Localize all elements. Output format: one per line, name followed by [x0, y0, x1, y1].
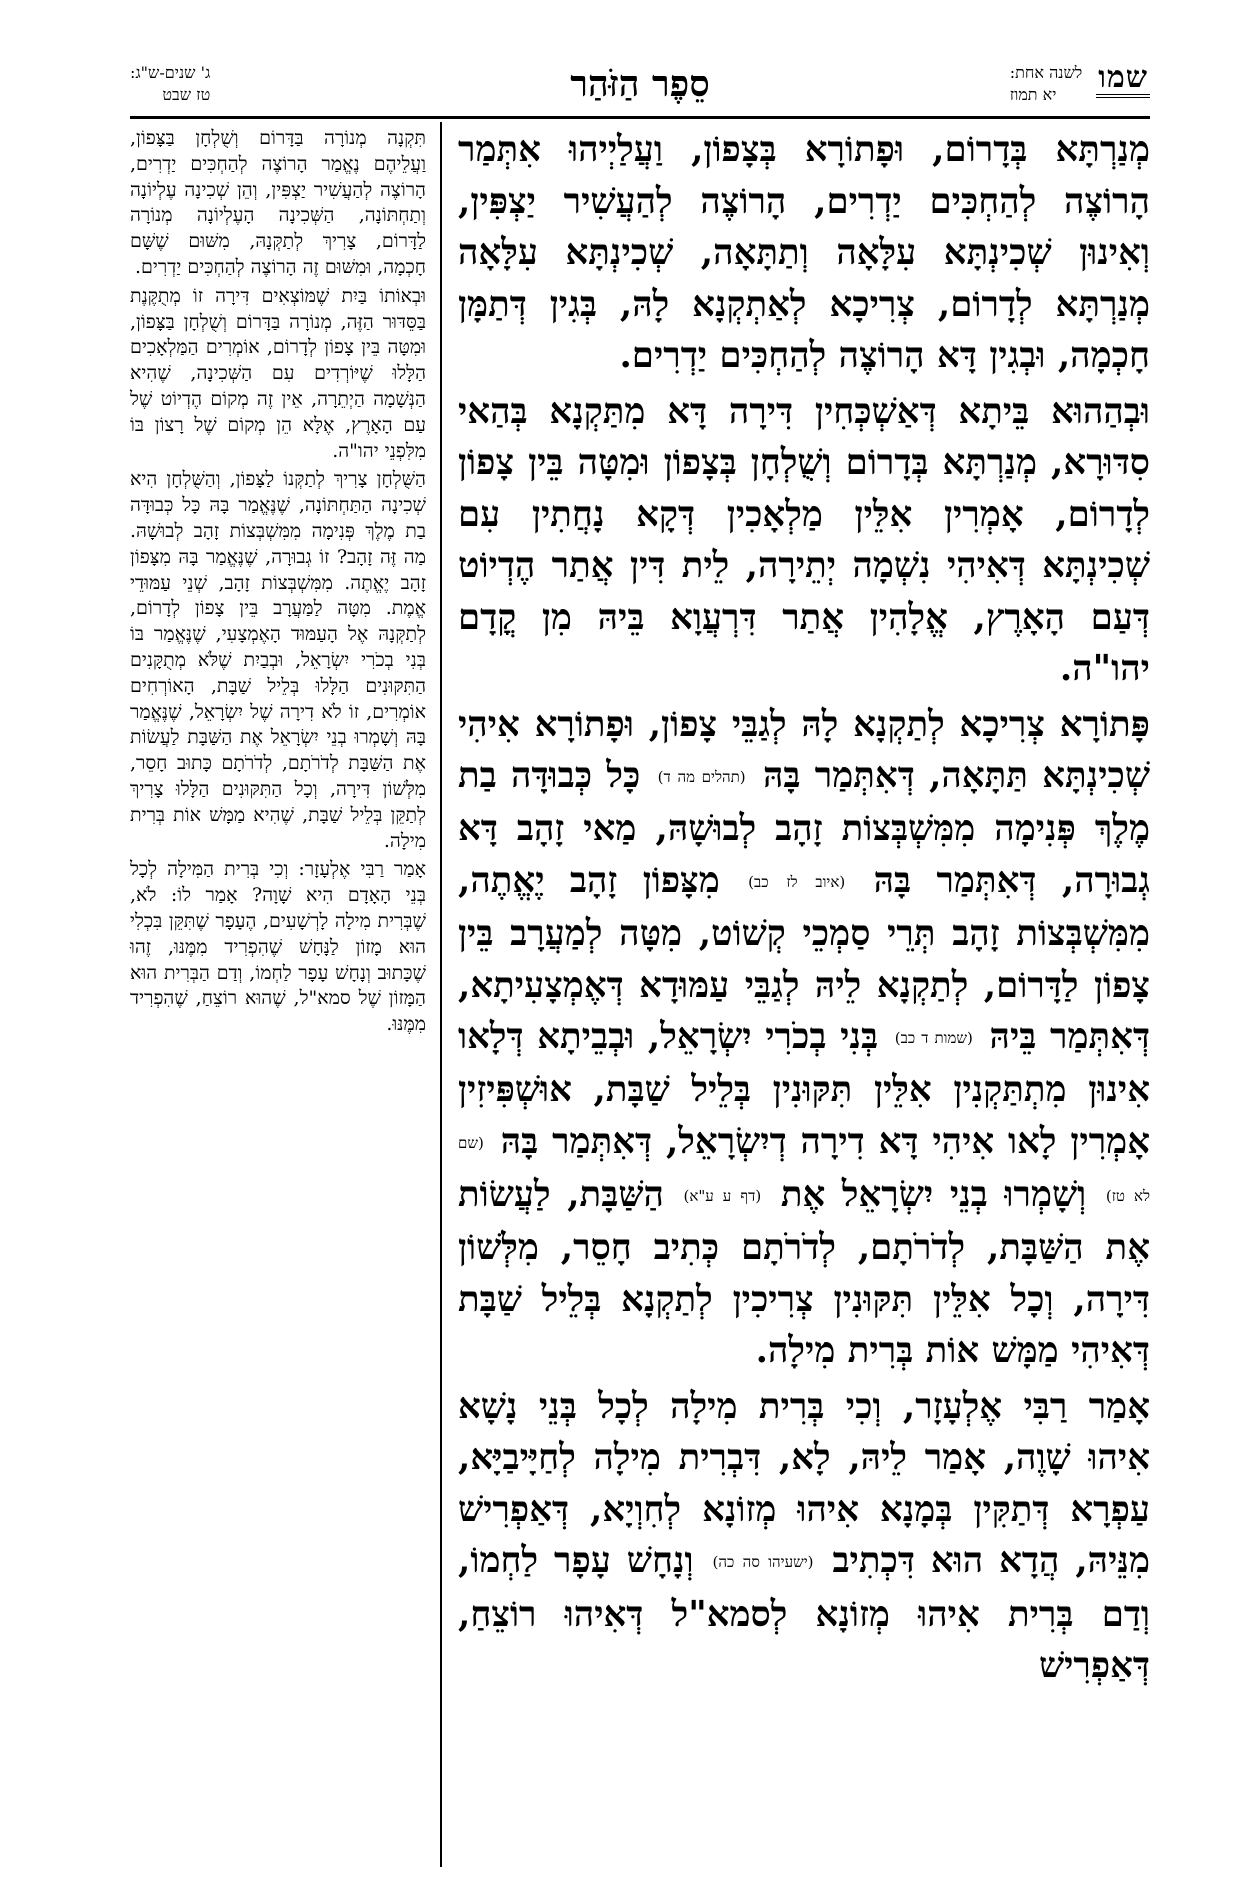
main-text: מְנַרְתָּא בְּדָרוֹם, וּפָתוֹרָא בְּצָפוֹן, וַעֲלַיְיהוּ אִתְּמַר הָרוֹצֶה לְהַחְכִּים יַדְרִים, הָרוֹצֶה לְהַעֲשִׁיר יַצְפִּין, וְאִינוּן שְׁכִינְתָּא עִלָּאָה וְתַתָּאָה, שְׁכִינְתָּא עִלָּאָה מְנַרְתָּא לְדָרוֹם, צְרִיכָא לְאַתְקְנָא לָהּ, בְּגִין דְּתַמָּן חָכְמָה, וּבְגִין דָּא הָרוֹצֶה לְהַחְכִּים יַדְרִים.: [458, 129, 1150, 376]
schedule-three-years: [130, 62, 210, 106]
verse-reference: (שמות ד כב): [894, 1028, 973, 1047]
main-text: הַשַּׁבָּת, לַעֲשׂוֹת אֶת הַשַּׁבָּת, לְדֹרֹתָם, לְדֹרֹתָם כְּתִיב חָסֵר, מִלְּשׁוֹן דִּירָה, וְכָל אִלֵּין תִּקּוּנִין צְרִיכִין לְתַקְנָא בְּלֵיל שַׁבָּת דְּאִיהִי מַמָּשׁ אוֹת בְּרִית מִילָה.: [458, 1174, 1150, 1372]
main-text: כָּל כְּבוּדָּה בַת מֶלֶךְ פְּנִימָה מִמִּשְׁבְּצוֹת זָהָב לְבוּשָׁהּ, מַאי זָהָב דָּא גְבוּרָה, דְּאִתְּמַר בָּהּ: [458, 755, 1150, 901]
schedule-label-three: ג' שנים-ש"ג:: [130, 63, 211, 82]
verse-reference: (איוב לז כב): [748, 872, 846, 891]
main-column-aramaic: [458, 124, 1150, 1692]
main-text: בְּנִי בְכֹרִי יִשְׂרָאֵל, וּבְבֵיתָא דְּלָאו אִינוּן מִתְתַּקְנִין אִלֵּין תִּקּוּנִין בְּלֵיל שַׁבָּת, אוּשְׁפִּיזִין אָמְרִין לָאו אִיהִי דָּא דִירָה דְיִשְׂרָאֵל, דְּאִתְּמַר בָּהּ: [458, 1016, 1150, 1162]
header-right: [1010, 62, 1150, 106]
main-text: וְשָׁמְרוּ בְנֵי יִשְׂרָאֵל אֶת: [780, 1174, 1087, 1215]
verse-reference: (שם לא טז): [458, 1133, 1151, 1205]
page-title: סֵפֶר הַזֹּהַר: [570, 63, 710, 105]
translation-paragraph: הַשֻּׁלְחָן צָרִיךְ לְתַקְּנוֹ לַצָּפוֹן, וְהַשֻּׁלְחָן הִיא שְׁכִינָה הַתַּחְתּוֹנָה, שֶׁנֶּאֱמַר בָּהּ כָּל כְּבוּדָּה בַת מֶלֶךְ פְּנִימָה מִמִּשְׁבְּצוֹת זָהָב לְבוּשָׁהּ. מַה זֶּה זָהָב? זוֹ גְבוּרָה, שֶׁנֶּאֱמַר בָּהּ מִצָּפוֹן זָהָב יֶאֱתֶה. מִמִּשְׁבְּצוֹת זָהָב, שְׁנֵי עַמּוּדֵי אֱמֶת. מִטָּה לַמַּעֲרָב בֵּין צָפוֹן לְדָרוֹם, לְתַקְּנָהּ אֶל הָעַמּוּד הָאֶמְצָעִי, שֶׁנֶּאֱמַר בּוֹ בְּנִי בְכֹרִי יִשְׂרָאֵל, וּבְבַיִת שֶׁלֹּא מְתֻקָּנִים הַתִּקּוּנִים הַלָּלוּ בְּלֵיל שַׁבָּת, הָאוֹרְחִים אוֹמְרִים, זוֹ לֹא דִירָה שֶׁל יִשְׂרָאֵל, שֶׁנֶּאֱמַר בָּהּ וְשָׁמְרוּ בְנֵי יִשְׂרָאֵל אֶת הַשַּׁבָּת לַעֲשׂוֹת אֶת הַשַּׁבָּת לְדֹרֹתָם, לְדֹרֹתָם כָּתוּב חָסֵר, מִלְּשׁוֹן דִּירָה, וְכָל הַתִּקּוּנִים הַלָּלוּ צָרִיךְ לְתַקֵּן בְּלֵיל שַׁבָּת, שֶׁהִיא מַמָּשׁ אוֹת בְּרִית מִילָה.: [130, 468, 426, 852]
schedule-date-three: טז שבט: [162, 85, 211, 104]
main-text: מִצָּפוֹן זָהָב יֶאֱתֶה, מִמִּשְׁבְּצוֹת זָהָב תְּרֵי סַמְכֵי קְשׁוֹט, מִטָּה לְמַעֲרָב בֵּין צָפוֹן לַדָּרוֹם, לְתַקְנָא לֵיהּ לְגַבֵּי עַמּוּדָא דְּאֶמְצָעִיתָא, דְּאִתְּמַר בֵּיהּ: [458, 859, 1151, 1057]
header-divider: [130, 116, 1150, 119]
main-paragraph: [458, 124, 1150, 382]
main-text: וּבְהַהוּא בֵּיתָא דְּאַשְׁכְּחִין דִּירָה דָּא מִתַּקְנָא בְּהַאי סִדּוּרָא, מְנַרְתָּא בְּדָרוֹם וְשֻׁלְחָן בְּצָפוֹן וּמִטָּה בֵּין צָפוֹן לְדָרוֹם, אָמְרִין אִלֵּין מַלְאָכִין דְּקָא נָחֲתִין עִם שְׁכִינְתָּא דְּאִיהִי נִשְׁמָה יְתֵירָה, לֵית דִּין אֲתַר הֶדְיוֹט דְּעַם הָאָרֶץ, אֱלָהִין אֲתַר דִּרְעֲוָא בֵּיהּ מִן קֳדָם יהו"ה.: [458, 390, 1150, 689]
main-text: פָּתוֹרָא צְרִיכָא לְתַקְנָא לָהּ לְגַבֵּי צָפוֹן, וּפָתוֹרָא אִיהִי שְׁכִינְתָּא תַּתָּאָה, דְּאִתְּמַר בָּהּ: [458, 703, 1151, 796]
schedule-label: לשנה אחת:: [1009, 63, 1083, 82]
main-paragraph: [458, 699, 1150, 1377]
schedule-date: יא תמוז: [1009, 85, 1057, 104]
translation-paragraph: וּבְאוֹתוֹ בַּיִת שֶׁמּוֹצְאִים דִּירָה זוֹ מְתֻקֶּנֶת בַּסֵּדּוּר הַזֶּה, מְנוֹרָה בַּדָּרוֹם וְשֻׁלְחָן בַּצָּפוֹן, וּמִטָּה בֵּין צָפוֹן לְדָרוֹם, אוֹמְרִים הַמַּלְאָכִים הַלָּלוּ שֶׁיּוֹרְדִים עִם הַשְּׁכִינָה, שֶׁהִיא הַנְּשָׁמָה הַיְתֵרָה, אֵין זֶה מְקוֹם הֶדְיוֹט שֶׁל עַם הָאָרֶץ, אֶלָּא הֵן מְקוֹם שֶׁל רָצוֹן בּוֹ מִלִּפְנֵי יהו"ה.: [130, 284, 426, 462]
translation-paragraph: תִּקְנָה מְנוֹרָה בַּדָּרוֹם וְשֻׁלְחָן בַּצָּפוֹן, וַעֲלֵיהֶם נֶאֱמַר הָרוֹצֶה לְהַחְכִּים יַדְרִים, הָרוֹצֶה לְהַעֲשִׁיר יַצְפִּין, וְהֵן שְׁכִינָה עֶלְיוֹנָה וְתַחְתּוֹנָה, הַשְּׁכִינָה הָעֶלְיוֹנָה מְנוֹרָה לַדָּרוֹם, צָרִיךְ לְתַקְּנָהּ, מִשּׁוּם שֶׁשָּׁם חָכְמָה, וּמִשּׁוּם זֶה הָרוֹצֶה לְהַחְכִּים יַדְרִים.: [130, 127, 426, 278]
main-paragraph: [458, 1381, 1150, 1692]
main-text: אָמַר רַבִּי אֶלְעָזָר, וְכִי בְּרִית מִילָה לְכָל בְּנֵי נָשָׁא אִיהוּ שָׁוֶה, אָמַר לֵיהּ, לָא, דִּבְרִית מִילָה לְחַיָּיבַיָּא, עַפְרָא דְּתַקִּין בְּמָנָא אִיהוּ מְזוֹנָא לְחִוְיָא, דְּאַפְרִישׁ מִנֵּיהּ, הֲדָא הוּא דִּכְתִיב: [458, 1385, 1150, 1582]
translation-paragraph: אָמַר רַבִּי אֶלְעָזָר: וְכִי בְּרִית הַמִּילָה לְכָל בְּנֵי הָאָדָם הִיא שָׁוָה? אָמַר לוֹ: לֹא, שֶׁבְּרִית מִילָה לָרְשָׁעִים, הֶעָפָר שֶׁתִּקֵּן בִּכְלִי הוּא מָזוֹן לַנָּחָשׁ שֶׁהִפְרִיד מִמֶּנּוּ, זֶהוּ שֶׁכָּתוּב וְנָחָשׁ עָפָר לַחְמוֹ, וְדַם הַבְּרִית הוּא הַמָּזוֹן שֶׁל סמא"ל, שֶׁהוּא רוֹצֵחַ, שֶׁהִפְרִיד מִמֶּנּוּ.: [130, 858, 426, 1036]
main-text: וְנָחָשׁ עָפָר לַחְמוֹ, וְדַם בְּרִית אִיהוּ מְזוֹנָא לְסמא"ל דְּאִיהוּ רוֹצֵחַ, דְּאַפְרִישׁ: [458, 1540, 1150, 1686]
main-paragraph: [458, 386, 1150, 695]
verse-reference: (ישעיהו סה כה): [712, 1553, 814, 1571]
verse-reference: (תהלים מה ד): [657, 767, 746, 786]
page-reference: (דף ע ע"א): [683, 1186, 762, 1205]
logo: שמו: [1096, 62, 1150, 98]
schedule-one-year: [1010, 62, 1083, 106]
page-header: [130, 62, 1150, 120]
column-divider: [440, 122, 442, 1867]
side-column-translation: [130, 126, 426, 1038]
